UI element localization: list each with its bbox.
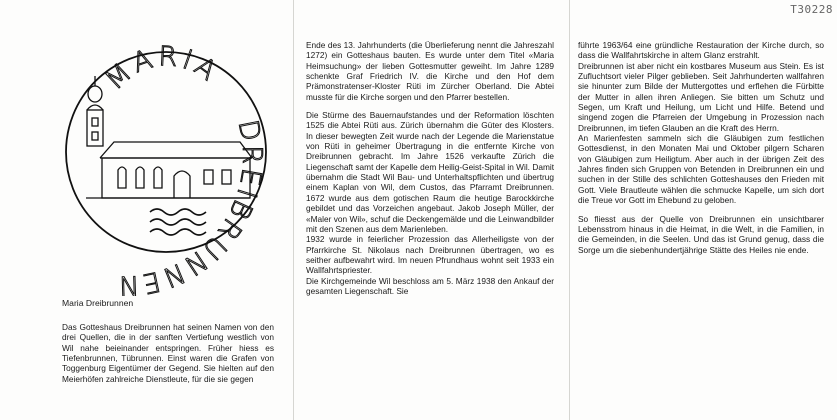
fold-line-right — [569, 0, 570, 420]
archive-stamp: T30228 — [790, 3, 833, 16]
paragraph: führte 1963/64 eine gründliche Restauration der Kirche durch, so dass die Wallfahrtskirche in altem Glanz erstrahlt. — [578, 40, 824, 61]
paragraph: Das Gotteshaus Dreibrunnen hat seinen Namen von den drei Quellen, die in der sanften Vertiefung westlich von Wil nahe beieinander entspringen. Früher hiess es Tiefenbrunnen, Tübrunnen. Einst waren die Grafen von Toggenburg Eigentümer der Gegend. Sie hielten auf den Meierhöfen zahlreiche Dienstleute, für die sie gegen — [62, 322, 274, 384]
church-drawing — [86, 76, 252, 198]
paragraph: So fliesst aus der Quelle von Dreibrunnen ein unsichtbarer Lebensstrom hinaus in die Heimat, in die Welt, in die Familien, in die Gemeinden, in die Seelen. Und das ist Grund genug, dass die Sorge um die siebenhundertjährige Stätte des Heiles nie ende. — [578, 213, 824, 255]
paragraph: Dreibrunnen ist aber nicht ein kostbares Museum aus Stein. Es ist Zufluchtsort vieler Pilger geblieben. Seit Jahrhunderten wallfahren sie hinunter zum Bilde der Muttergottes und erflehen die Fürbitte der Mutter in allen ihren Anliegen. Sie bitten um Schutz und Segen, um Kraft und Heilung, um Licht und Hilfe. Betend und singend zogen die Pfarreien der Umgebung in Prozession nach Dreibrunnen, im tiefen Glauben an die Kraft des Herrn. — [578, 60, 824, 133]
seal-circle — [66, 52, 266, 252]
paragraph: Die Stürme des Bauernaufstandes und der Reformation löschten 1525 die Abtei Rüti aus. Zürich übernahm die Güter des Klosters. In dieser bewegten Zeit wurde nach der Legende die Marienstatue von Rüti in geheimer Übertragung in die entfernte Kirche von Dreibrunnen gebracht. Im Jahre 1526 verkaufte Zürich die Liegenschaft samt der Kapelle dem Heilig-Geist-Spital in Wil. Damit übernahm die Stadt Wil Bau- und Unterhaltspflichten und übertrug einem Kaplan von Wil, dem Custos, das Pfarramt Dreibrunnen. 1672 wurde aus dem gotischen Raum die heutige Barockkirche gebildet und das Vorzeichen angebaut. Jakob Joseph Müller, der «Maler von Wil», schuf die Deckengemälde und die Leinwandbilder mit den Szenen aus dem Marienleben. — [306, 110, 554, 234]
paragraph: Ende des 13. Jahrhunderts (die Überlieferung nennt die Jahreszahl 1272) ein Gotteshaus bauten. Es wurde unter dem Titel «Maria Heimsuchung» der lieben Gottesmutter geweiht. Im Jahre 1289 schenkte Graf Friedrich IV. die Kirche und den Hof dem Prämonstratenser-Kloster Rüti im Zürcher Oberland. Die Abtei musste für die Kirche sorgen und den Pfarrer bestellen. — [306, 40, 554, 102]
paragraph: An Marienfesten sammeln sich die Gläubigen zum festlichen Gottesdienst, in den Monaten Mai und Oktober pilgern Scharen von Gläubigen zum Heiligtum. Aber auch in der übrigen Zeit des Jahres finden sich Gruppen von Betenden in Dreibrunnen ein und suchen in der Stille des schlichten Gotteshauses den Frieden mit Gott. Viele Brautleute wählen die schmucke Kapelle, um sich dort die Treue vor Gott im Ehebund zu geloben. — [578, 133, 824, 206]
emblem-caption: Maria Dreibrunnen — [62, 298, 134, 308]
paragraph: 1932 wurde in feierlicher Prozession das Allerheiligste von der Pfarrkirche St. Nikolaus nach Dreibrunnen übertragen, wo es seither aufbewahrt wird. Im neuen Pfrundhaus wohnt seit 1933 ein Wallfahrtspriester. — [306, 234, 554, 276]
seal-text-dreibrunnen: DREIBRUNNEN — [114, 117, 268, 296]
column-3 — [578, 40, 824, 255]
fold-line-left — [293, 0, 294, 420]
waves-drawing — [150, 209, 206, 235]
column-2 — [306, 40, 554, 296]
column-1 — [62, 322, 274, 384]
seal-text-maria: MARIA — [99, 41, 226, 97]
paragraph: Die Kirchgemeinde Wil beschloss am 5. März 1938 den Ankauf der gesamten Liegenschaft. Sie — [306, 275, 554, 296]
emblem-seal — [62, 14, 274, 296]
